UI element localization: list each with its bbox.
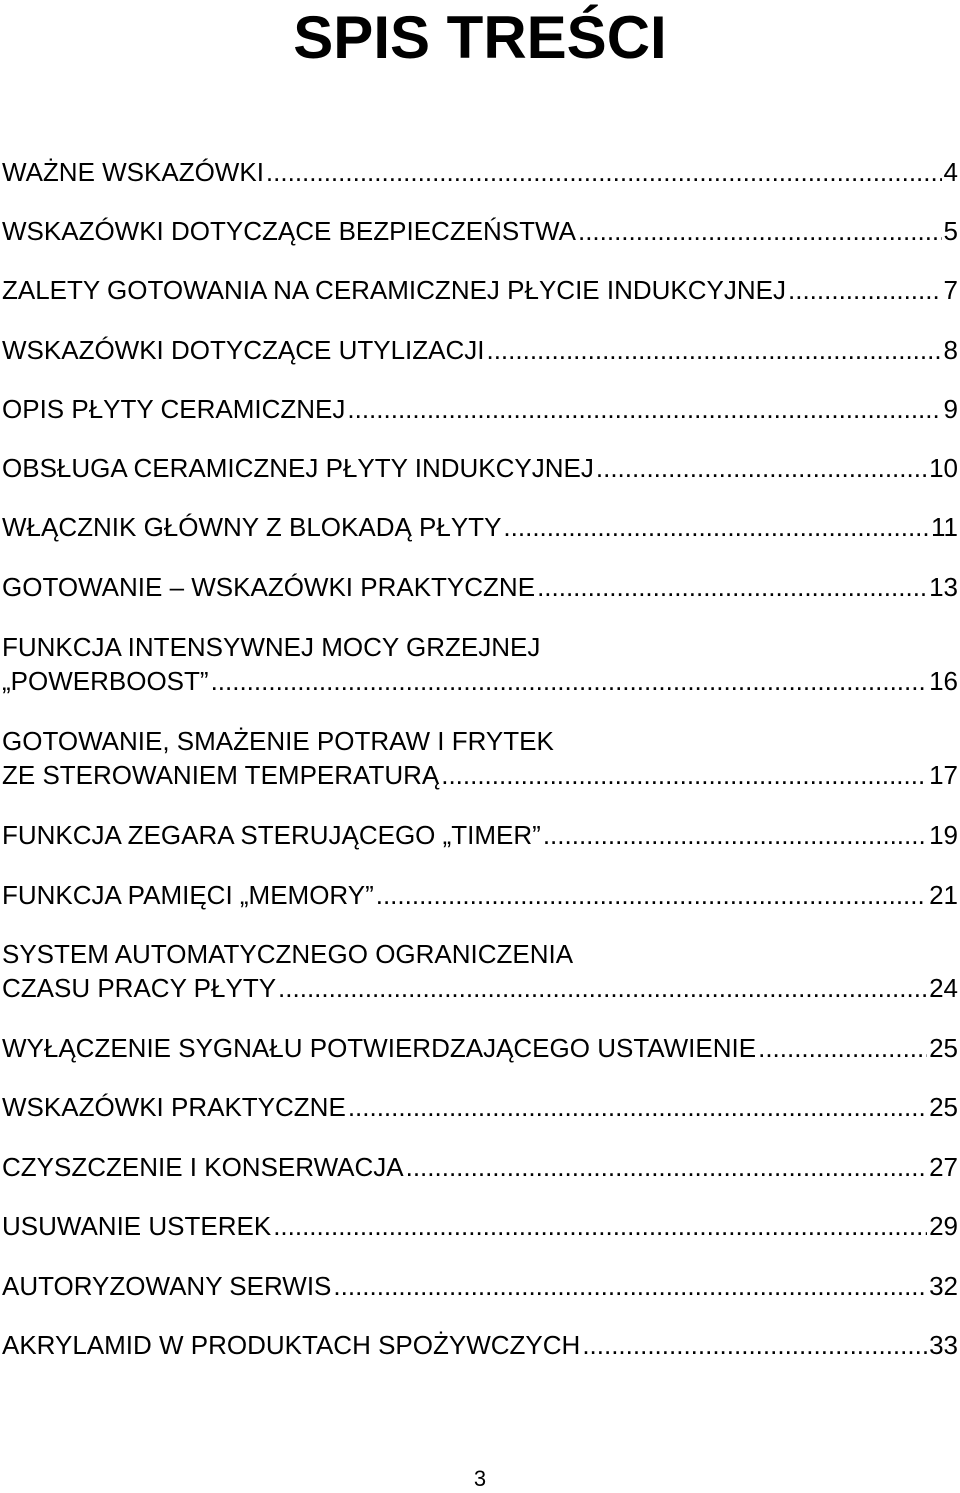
toc-entry-title: FUNKCJA ZEGARA STERUJĄCEGO „TIMER” [2,820,541,850]
toc-entry-page: 19 [929,820,958,850]
toc-entry-page: 25 [929,1033,958,1063]
toc-leader-dots [347,392,941,426]
toc-entry-page: 33 [929,1330,958,1360]
toc-entry-page: 4 [943,157,958,187]
toc-leader-dots [376,878,927,912]
toc-entry-page: 27 [929,1152,958,1182]
toc-leader-dots [596,451,927,485]
toc-leader-dots [266,155,942,189]
toc-entry-page: 10 [929,453,958,483]
toc-leader-dots [503,510,929,544]
toc-entry-title: WSKAZÓWKI DOTYCZĄCE BEZPIECZEŃSTWA [2,216,576,246]
toc-entry[interactable] [2,724,958,792]
toc-entry[interactable] [2,214,958,248]
toc-entry[interactable] [2,570,958,604]
toc-entry[interactable] [2,818,958,852]
toc-entry-title: WSKAZÓWKI PRAKTYCZNE [2,1092,346,1122]
toc-leader-dots [582,1328,927,1362]
toc-entry-title: WYŁĄCZENIE SYGNAŁU POTWIERDZAJĄCEGO USTAWIENIE [2,1033,757,1063]
toc-entry[interactable] [2,1150,958,1184]
toc-entry[interactable] [2,1209,958,1243]
toc-entry-title: WSKAZÓWKI DOTYCZĄCE UTYLIZACJI [2,335,485,365]
toc-leader-dots [543,818,927,852]
toc-entry[interactable] [2,1090,958,1124]
toc-entry-page: 13 [929,572,958,602]
toc-entry-page: 29 [929,1211,958,1241]
toc-entry[interactable] [2,451,958,485]
toc-entry-page: 24 [929,973,958,1003]
toc-entry-title-line1: GOTOWANIE, SMAŻENIE POTRAW I FRYTEK [2,726,554,756]
toc-leader-dots [758,1031,927,1065]
page-number: 3 [473,1466,487,1491]
toc-entry-title: OBSŁUGA CERAMICZNEJ PŁYTY INDUKCYJNEJ [2,453,594,483]
toc-entry-title-line2: CZASU PRACY PŁYTY [2,973,277,1003]
toc-leader-dots [278,971,927,1005]
toc-leader-dots [406,1150,927,1184]
toc-entry-title: AUTORYZOWANY SERWIS [2,1271,332,1301]
toc-entry[interactable] [2,273,958,307]
toc-entry-title: USUWANIE USTEREK [2,1211,272,1241]
toc-entry-title: OPIS PŁYTY CERAMICZNEJ [2,394,346,424]
toc-entry-page: 25 [929,1092,958,1122]
toc-entry-page: 17 [929,760,958,790]
toc-entry[interactable] [2,1031,958,1065]
toc-leader-dots [537,570,927,604]
toc-entry[interactable] [2,1328,958,1362]
toc-entry-title-line2: „POWERBOOST” [2,666,209,696]
toc-leader-dots [486,333,941,367]
toc-entry-title-line1: SYSTEM AUTOMATYCZNEGO OGRANICZENIA [2,939,574,969]
toc-entry-page: 8 [943,335,958,365]
toc-entry-title: GOTOWANIE – WSKAZÓWKI PRAKTYCZNE [2,572,536,602]
toc-entry[interactable] [2,1269,958,1303]
toc-entry-page: 16 [929,666,958,696]
toc-leader-dots [333,1269,927,1303]
toc-entry[interactable] [2,333,958,367]
toc-entry-title: FUNKCJA PAMIĘCI „MEMORY” [2,880,374,910]
toc-entry-page: 11 [931,512,958,542]
toc-entry-title: WAŻNE WSKAZÓWKI [2,157,264,187]
toc-entry-page: 32 [929,1271,958,1301]
toc-entry-page: 7 [943,275,958,305]
toc-leader-dots [788,273,942,307]
toc-entry[interactable] [2,510,958,544]
toc-entry-page: 21 [929,880,958,910]
toc-entry[interactable] [2,630,958,698]
toc-entry-title-line1: FUNKCJA INTENSYWNEJ MOCY GRZEJNEJ [2,632,541,662]
toc-entry-title: ZALETY GOTOWANIA NA CERAMICZNEJ PŁYCIE INDUKCYJNEJ [2,275,786,305]
toc-entry[interactable] [2,155,958,189]
toc-entry-title: AKRYLAMID W PRODUKTACH SPOŻYWCZYCH [2,1330,581,1360]
toc-entry[interactable] [2,937,958,1005]
toc-entry-page: 5 [943,216,958,246]
toc-leader-dots [273,1209,927,1243]
toc-leader-dots [578,214,942,248]
toc-entry-title: WŁĄCZNIK GŁÓWNY Z BLOKADĄ PŁYTY [2,512,502,542]
toc-entry-page: 9 [943,394,958,424]
toc-leader-dots [348,1090,927,1124]
toc-leader-dots [211,664,928,698]
toc-entry[interactable] [2,392,958,426]
toc-leader-dots [441,758,927,792]
page-title: SPIS TREŚCI [293,4,667,71]
toc-entry-title: CZYSZCZENIE I KONSERWACJA [2,1152,404,1182]
toc-entry[interactable] [2,878,958,912]
toc-entry-title-line2: ZE STEROWANIEM TEMPERATURĄ [2,760,440,790]
